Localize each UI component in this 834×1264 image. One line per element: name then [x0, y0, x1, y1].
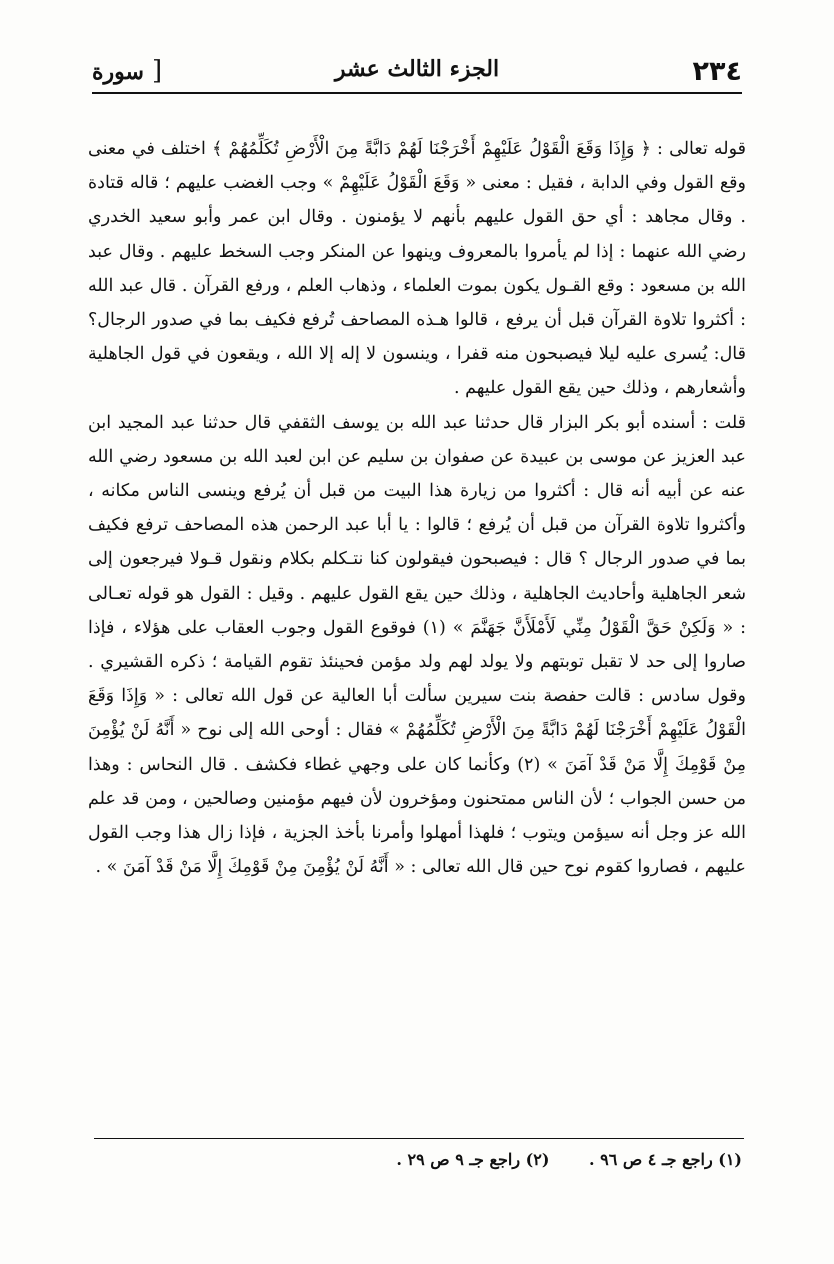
footnotes [92, 1150, 742, 1169]
footnote-rule [94, 1138, 744, 1139]
paragraph-1: قوله تعالى : ﴿ وَإِذَا وَقَعَ الْقَوْلُ عَلَيْهِمْ أَخْرَجْنَا لَهُمْ دَابَّةً مِنَ الْأَرْضِ تُكَلِّمُهُمْ ﴾ اختلف في معنى وقع القول وفي الدابة ، فقيل : معنى « وَقَعَ الْقَوْلُ عَلَيْهِمْ » وجب الغضب عليهم ؛ قاله قتادة . وقال مجاهد : أي حق القول عليهم بأنهم لا يؤمنون . وقال ابن عمر وأبو سعيد الخدري رضي الله عنهما : إذا لم يأمروا بالمعروف وينهوا عن المنكر وجب السخط عليهم . وقال عبد الله بن مسعود : وقع القـول يكون بموت العلماء ، وذهاب العلم ، ورفع القرآن . قال عبد الله : أكثروا تلاوة القرآن قبل أن يرفع ، قالوا هـذه المصاحف تُرفع فكيف بما في صدور الرجال؟ قال: يُسرى عليه ليلا فيصبحون منه قفرا ، وينسون لا إله إلا الله ، ويقعون في قول الجاهلية وأشعارهم ، وذلك حين يقع القول عليهم . [88, 139, 746, 399]
surah-bracket: [ [151, 56, 163, 86]
surah-label-text: سورة [92, 59, 144, 85]
page-header [92, 48, 742, 94]
running-title: الجزء الثالث عشر [334, 56, 500, 82]
main-text [88, 132, 746, 884]
paragraph-2: قلت : أسنده أبو بكر البزار قال حدثنا عبد الله بن يوسف الثقفي قال حدثنا عبد المجيد ابن عبد العزيز عن موسى بن عبيدة عن صفوان بن سليم عن ابن لعبد الله بن مسعود رضي الله عنه عن أبيه أنه قال : أكثروا من زيارة هذا البيت من قبل أن يُرفع وينسى الناس مكانه ، وأكثروا تلاوة القرآن من قبل أن يُرفع ؛ قالوا : يا أبا عبد الرحمن هذه المصاحف ترفع فكيف بما في صدور الرجال ؟ قال : فيصبحون فيقولون كنا نتـكلم بكلام ونقول قـولا فيرجعون إلى شعر الجاهلية وأحاديث الجاهلية ، وذلك حين يقع القول عليهم . وقيل : القول هو قوله تعـالى : « وَلَكِنْ حَقَّ الْقَوْلُ مِنِّي لَأَمْلَأَنَّ جَهَنَّمَ » (١) فوقوع القول وجوب العقاب على هؤلاء ، فإذا صاروا إلى حد لا تقبل توبتهم ولا يولد لهم ولد مؤمن فحينئذ تقوم القيامة ؛ ذكره القشيري . وقول سادس : قالت حفصة بنت سيرين سألت أبا العالية عن قول الله تعالى : « وَإِذَا وَقَعَ الْقَوْلُ عَلَيْهِمْ أَخْرَجْنَا لَهُمْ دَابَّةً مِنَ الْأَرْضِ تُكَلِّمُهُمْ » فقال : أوحى الله إلى نوح « أَنَّهُ لَنْ يُؤْمِنَ مِنْ قَوْمِكَ إِلَّا مَنْ قَدْ آمَنَ » (٢) وكأنما كان على وجهي غطاء فكشف . قال النحاس : وهذا من حسن الجواب ؛ لأن الناس ممتحنون ومؤخرون لأن فيهم مؤمنين وصالحين ، ومن قد علم الله عز وجل أنه سيؤمن ويتوب ؛ فلهذا أمهلوا وأمرنا بأخذ الجزية ، فإذا زال هذا وجب القول عليهم ، فصاروا كقوم نوح حين قال الله تعالى : « أَنَّهُ لَنْ يُؤْمِنَ مِنْ قَوْمِكَ إِلَّا مَنْ قَدْ آمَنَ » . [88, 412, 746, 878]
footnote-1: (١) راجع جـ ٤ ص ٩٦ . [588, 1150, 742, 1169]
header-rule [92, 92, 742, 94]
footnote-2: (٢) راجع جـ ٩ ص ٢٩ . [396, 1150, 550, 1169]
surah-label [92, 56, 162, 86]
page-number: ٢٣٤ [692, 56, 742, 87]
